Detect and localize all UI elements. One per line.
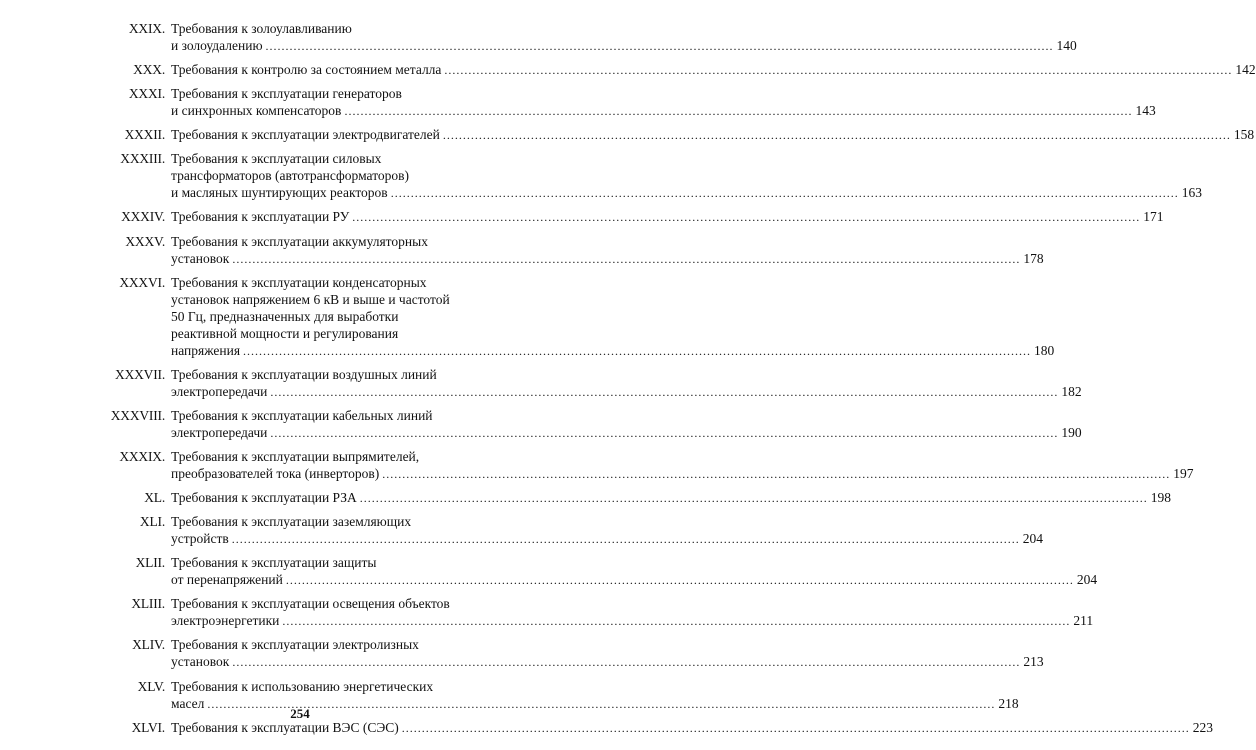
toc-entry [95, 233, 1044, 268]
section-title-last-line [171, 250, 1044, 268]
section-title-line: и масляных шунтирующих реакторов [171, 185, 388, 201]
section-page-number: 180 [1034, 342, 1055, 358]
section-number: XXIX. [128, 21, 165, 36]
toc-entry [95, 636, 1044, 671]
dot-leader [352, 209, 1140, 226]
section-title-last-line [171, 383, 1082, 401]
dot-leader [270, 425, 1058, 442]
section-number: XXXIX. [119, 448, 165, 464]
toc-entry [95, 61, 1256, 79]
section-title-last-line [171, 424, 1082, 442]
section-number: XXX. [133, 62, 165, 78]
section-title [171, 85, 1156, 120]
section-title-line: от перенапряжений [171, 572, 283, 588]
dot-leader [443, 127, 1231, 144]
section-number: XXXIV. [121, 209, 165, 225]
section-number: XXXI. [128, 86, 165, 102]
dot-leader [232, 251, 1020, 268]
section-title-line: Требования к эксплуатации ВЭС (СЭС) [171, 719, 399, 735]
toc-entry [95, 407, 1082, 442]
section-number: XLI. [139, 514, 165, 530]
section-title-last-line [171, 37, 1077, 55]
section-title-line: электропередачи [171, 424, 268, 440]
section-title-line: напряжения [171, 342, 241, 358]
toc-entry [95, 489, 1171, 507]
section-number: XLV. [137, 678, 165, 694]
section-title [171, 274, 1054, 360]
section-title-last-line [171, 208, 1164, 226]
section-title [171, 595, 1093, 630]
section-title-last-line [171, 653, 1044, 671]
table-of-contents [95, 20, 1256, 743]
section-title-line: Требования к эксплуатации конденсаторных [171, 274, 427, 290]
section-title-line: трансформаторов (автотрансформаторов) [171, 168, 410, 184]
dot-leader [282, 613, 1070, 630]
section-page-number: 163 [1181, 185, 1202, 201]
section-page-number: 143 [1135, 103, 1156, 119]
section-title-last-line [171, 465, 1193, 483]
section-page-number: 140 [1056, 38, 1077, 53]
section-title-last-line [171, 61, 1256, 79]
dot-leader [243, 343, 1031, 360]
page-number: 254 [290, 706, 310, 721]
section-title-last-line [171, 530, 1043, 548]
section-number: XXXII. [124, 127, 165, 143]
toc-entry [95, 448, 1194, 483]
section-number: XLIV. [132, 637, 165, 653]
section-title-line: Требования к контролю за состоянием металла [171, 62, 442, 78]
dot-leader [286, 572, 1074, 589]
section-title-last-line [171, 612, 1093, 630]
section-title [171, 20, 1077, 55]
section-title [171, 150, 1202, 202]
section-title-line: устройств [171, 531, 229, 547]
section-title-last-line [171, 489, 1171, 507]
section-title [171, 407, 1082, 442]
section-title-last-line [171, 184, 1202, 202]
section-page-number: 190 [1061, 424, 1082, 440]
dot-leader [444, 62, 1232, 79]
toc-entry [95, 513, 1044, 548]
section-title-line: Требования к эксплуатации освещения объектов [171, 596, 450, 612]
dot-leader [391, 185, 1179, 202]
section-title-line: масел [171, 695, 205, 711]
section-page-number: 182 [1061, 383, 1082, 399]
dot-leader [382, 466, 1170, 483]
section-page-number: 218 [998, 695, 1019, 711]
section-title [171, 448, 1193, 483]
dot-leader [266, 38, 1054, 55]
section-title-last-line [171, 342, 1054, 360]
section-title-line: Требования к эксплуатации РЗА [171, 490, 357, 506]
section-title-line: Требования к эксплуатации кабельных линий [171, 407, 433, 423]
toc-entry [95, 274, 1055, 360]
section-title-line: Требования к золоулавливанию [171, 21, 352, 36]
section-number: XLVI. [131, 719, 165, 735]
dot-leader [402, 720, 1190, 737]
section-title-line: Требования к эксплуатации силовых [171, 151, 382, 167]
section-title-last-line [171, 571, 1097, 589]
dot-leader [232, 531, 1020, 548]
section-title [171, 61, 1256, 79]
section-title-line: Требования к эксплуатации заземляющих [171, 514, 412, 530]
section-number: XL. [144, 490, 165, 506]
toc-entry [95, 85, 1156, 120]
section-page-number: 197 [1173, 465, 1194, 481]
section-title [171, 513, 1043, 548]
section-title [171, 208, 1164, 226]
section-title-line: электропередачи [171, 383, 268, 399]
section-title-last-line [171, 126, 1254, 144]
section-title-line: и золоудалению [171, 38, 263, 53]
section-title-line: Требования к эксплуатации электродвигателей [171, 127, 440, 143]
section-title-line: Требования к эксплуатации электролизных [171, 637, 419, 653]
section-title-line: Требования к использованию энергетических [171, 678, 434, 694]
section-title-line: установок [171, 250, 230, 266]
dot-leader [344, 103, 1132, 120]
section-number: XXXVII. [115, 366, 165, 382]
section-number: XXXIII. [120, 151, 165, 167]
section-page-number: 223 [1192, 719, 1213, 735]
section-number: XLIII. [131, 596, 165, 612]
section-title [171, 126, 1254, 144]
section-title-line: Требования к эксплуатации воздушных линий [171, 366, 437, 382]
section-title-last-line [171, 102, 1156, 120]
section-title-line: реактивной мощности и регулирования [171, 325, 399, 341]
toc-entry [95, 366, 1082, 401]
dot-leader [232, 654, 1020, 671]
toc-entry [95, 554, 1098, 589]
section-number: XLII. [135, 555, 165, 571]
section-title-line: Требования к эксплуатации генераторов [171, 86, 402, 102]
section-title-line: Требования к эксплуатации выпрямителей, [171, 448, 420, 464]
section-number: XXXVI. [119, 274, 165, 290]
section-page-number: 204 [1076, 572, 1098, 588]
section-title-line: электроэнергетики [171, 613, 280, 629]
section-title-line: преобразователей тока (инверторов) [171, 465, 380, 481]
section-page-number: 171 [1143, 209, 1164, 225]
section-title-line: 50 Гц, предназначенных для выработки [171, 308, 399, 324]
section-title-line: и синхронных компенсаторов [171, 103, 342, 119]
dot-leader [270, 384, 1058, 401]
section-page-number: 158 [1233, 127, 1255, 143]
dot-leader [360, 490, 1148, 507]
section-title [171, 554, 1097, 589]
section-title-line: Требования к эксплуатации РУ [171, 209, 350, 225]
section-number: XXXVIII. [110, 407, 165, 423]
section-page-number: 198 [1150, 490, 1171, 506]
section-number: XXXV. [125, 233, 165, 249]
section-title-line: установок [171, 654, 230, 670]
section-page-number: 142 [1235, 62, 1256, 78]
section-title-line: установок напряжением 6 кВ и выше и частотой [171, 291, 450, 307]
toc-entry [95, 595, 1094, 630]
section-page-number: 213 [1023, 654, 1044, 670]
section-page-number: 211 [1073, 613, 1094, 629]
toc-entry [95, 20, 1077, 55]
section-title [171, 489, 1171, 507]
section-page-number: 204 [1022, 531, 1044, 547]
section-title-line: Требования к эксплуатации аккумуляторных [171, 233, 428, 249]
section-title [171, 233, 1044, 268]
section-title [171, 636, 1044, 671]
toc-entry [95, 126, 1255, 144]
section-title [171, 366, 1082, 401]
toc-entry [95, 208, 1164, 226]
section-title-line: Требования к эксплуатации защиты [171, 555, 377, 571]
section-page-number: 178 [1023, 250, 1044, 266]
toc-entry [95, 150, 1202, 202]
